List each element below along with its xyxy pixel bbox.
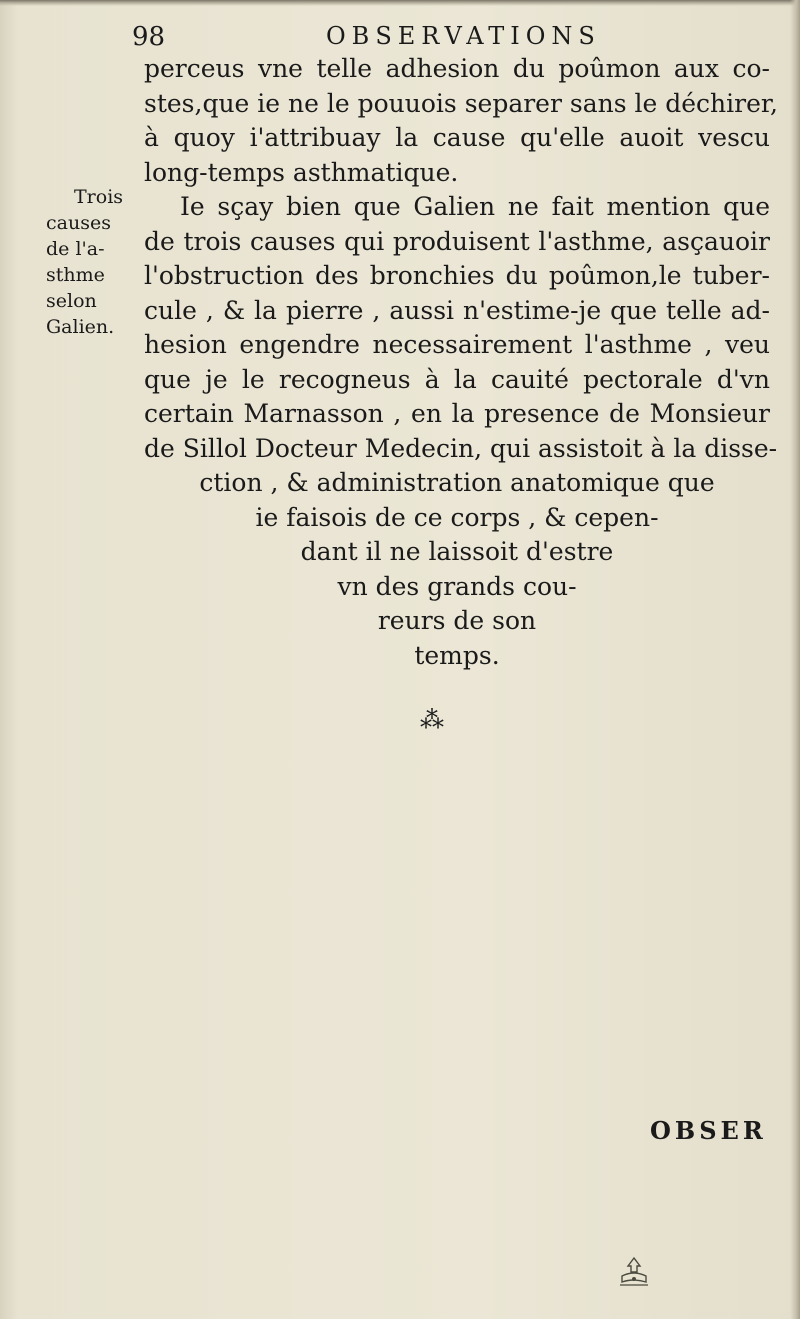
body-line: vn des grands cou- (337, 571, 577, 601)
body-line: l'obstruction des bronchies du poûmon,le tuber- (144, 261, 770, 290)
body-line: temps. (414, 640, 500, 670)
body-line: long-temps asthmatique. (144, 157, 459, 187)
body-line: que je le recogneus à la cauité pectorale d'vn (144, 364, 770, 394)
body-line: dant il ne laissoit d'estre (300, 537, 614, 566)
body-line: perceus vne telle adhesion du poûmon aux co- (144, 54, 770, 83)
margin-note-line: causes (46, 212, 111, 234)
catchword: OBSER (650, 1116, 767, 1145)
library-stamp-icon (614, 1254, 654, 1288)
margin-note-line: Trois (74, 186, 124, 208)
page-number: 98 (132, 22, 166, 52)
body-line: de trois causes qui produisent l'asthme, asçauoir (144, 226, 770, 256)
page-top-edge (0, 0, 800, 6)
body-line: ction , & administration anatomique que (199, 468, 715, 497)
body-line: hesion engendre necessairement l'asthme , veu (144, 330, 770, 359)
body-line: stes,que ie ne le pouuois separer sans le déchirer, (144, 88, 779, 118)
body-line: reurs de son (377, 606, 537, 635)
body-text (144, 52, 779, 673)
margin-note-line: de l'a- (46, 238, 105, 260)
body-line: Ie sçay bien que Galien ne fait mention que (180, 192, 770, 221)
margin-note (46, 184, 146, 340)
page-gutter-edge (790, 0, 800, 1319)
body-line: de Sillol Docteur Medecin, qui assistoit à la disse- (144, 433, 778, 463)
running-head: OBSERVATIONS (326, 22, 601, 50)
asterism-ornament: ⁂ (420, 706, 446, 734)
page-header (0, 18, 800, 52)
margin-note-line: sthme (46, 264, 105, 286)
body-line: à quoy i'attribuay la cause qu'elle auoit vescu (144, 123, 770, 152)
margin-note-line: selon (46, 290, 97, 312)
body-line: ie faisois de ce corps , & cepen- (255, 502, 659, 532)
body-line: cule , & la pierre , aussi n'estime-je que telle ad- (144, 295, 770, 325)
body-line: certain Marnasson , en la presence de Monsieur (144, 399, 770, 428)
margin-note-line: Galien. (46, 316, 115, 338)
